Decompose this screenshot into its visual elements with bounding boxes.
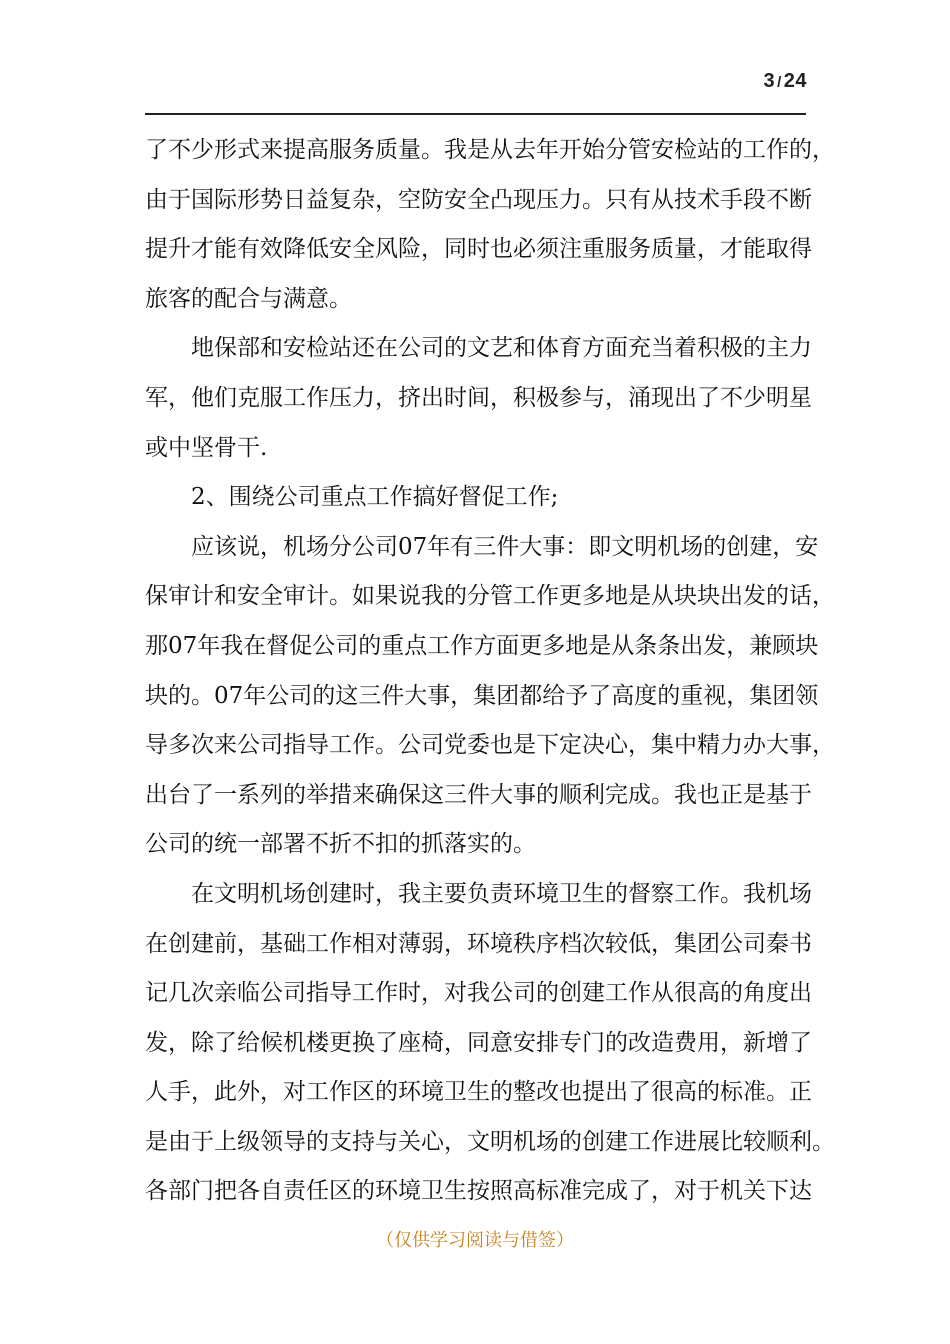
- text-line: 各部门把各自责任区的环境卫生按照高标准完成了，对于机关下达: [145, 1178, 812, 1205]
- text-line: 保审计和安全审计。如果说我的分管工作更多地是从块块出发的话，: [145, 583, 835, 610]
- text-line: 出台了一系列的举措来确保这三件大事的顺利完成。我也正是基于: [145, 781, 812, 808]
- header-rule: [145, 113, 806, 115]
- text-line: 军，他们克服工作压力，挤出时间，积极参与，涌现出了不少明星: [145, 384, 812, 411]
- text-line: 那07年我在督促公司的重点工作方面更多地是从条条出发，兼顾块: [145, 632, 819, 659]
- total-pages: 24: [783, 70, 807, 92]
- text-line: 旅客的配合与满意。: [145, 285, 352, 312]
- text-line: 导多次来公司指导工作。公司党委也是下定决心，集中精力办大事，: [145, 732, 835, 759]
- text-line: 由于国际形势日益复杂，空防安全凸现压力。只有从技术手段不断: [145, 186, 812, 213]
- text-line: 人手，此外，对工作区的环境卫生的整改也提出了很高的标准。正: [145, 1079, 812, 1106]
- document-body: [145, 126, 835, 1217]
- text-line: 了不少形式来提高服务质量。我是从去年开始分管安检站的工作的，: [145, 137, 835, 163]
- text-line: 地保部和安检站还在公司的文艺和体育方面充当着积极的主力: [191, 335, 812, 362]
- text-line: 在创建前，基础工作相对薄弱，环境秩序档次较低，集团公司秦书: [145, 930, 812, 957]
- text-line: 或中坚骨干.: [145, 434, 268, 461]
- footer-note: （仅供学习阅读与借签）: [376, 1230, 574, 1251]
- text-line: 应该说，机场分公司07年有三件大事：即文明机场的创建，安: [191, 533, 819, 560]
- text-line: 2、围绕公司重点工作搞好督促工作;: [191, 484, 559, 511]
- text-line: 记几次亲临公司指导工作时，对我公司的创建工作从很高的角度出: [145, 980, 812, 1007]
- current-page: 3: [763, 70, 776, 92]
- text-line: 是由于上级领导的支持与关心，文明机场的创建工作进展比较顺利。: [145, 1128, 835, 1155]
- text-line: 公司的统一部署不折不扣的抓落实的。: [145, 831, 536, 858]
- page-number: [763, 70, 807, 93]
- text-line: 在文明机场创建时，我主要负责环境卫生的督察工作。我机场: [191, 880, 812, 907]
- text-line: 发，除了给候机楼更换了座椅，同意安排专门的改造费用，新增了: [145, 1029, 812, 1056]
- text-line: 块的。07年公司的这三件大事，集团都给予了高度的重视，集团领: [145, 682, 819, 709]
- text-line: 提升才能有效降低安全风险，同时也必须注重服务质量，才能取得: [145, 236, 812, 263]
- page-separator: /: [777, 74, 782, 91]
